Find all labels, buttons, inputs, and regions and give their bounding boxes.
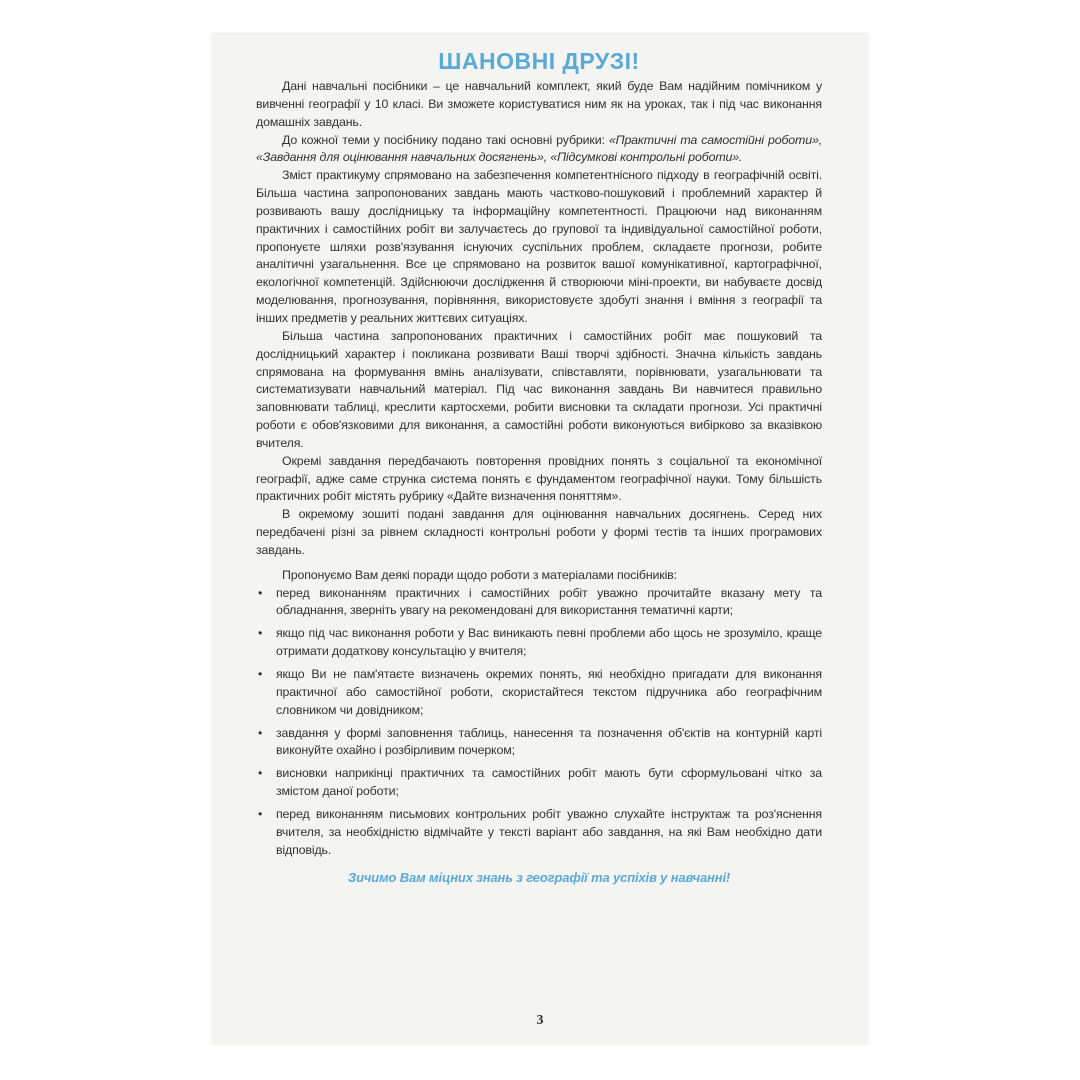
book-page (212, 33, 868, 1045)
concepts-paragraph: Окремі завдання передбачають повторення провідних понять з соціальної та економічної географії, адже саме струнка система понять є фундаментом географічної науки. Тому більшість практичних робіт містять рубрику «Дайте визначення поняттям». (256, 453, 822, 504)
closing-wish: Зичимо Вам міцних знань з географії та успіхів у навчанні! (347, 870, 731, 886)
rubrics-list-text: «Практичні та самостійні роботи», «Завдання для оцінювання навчальних досягнень», «Підсумкові контрольні роботи». (256, 132, 822, 165)
tip-text: перед виконанням практичних і самостійних робіт уважно прочитайте вказану мету та обладнання, зверніть увагу на рекомендовані для використання тематичні карти; (276, 585, 822, 618)
tip-text: перед виконанням письмових контрольних робіт уважно слухайте інструктаж та роз'яснення вчителя, за необхідністю відмічайте у тексті варіант або завдання, на які Вам необхідно дати відповідь. (276, 806, 822, 857)
tip-text: завдання у формі заповнення таблиць, нанесення та позначення об'єктів на контурній карті виконуйте охайно і розбірливим почерком; (276, 725, 822, 758)
tip-text: висновки наприкінці практичних та самостійних робіт мають бути сформульовані чітко за змістом даної роботи; (276, 766, 822, 799)
page-title: ШАНОВНІ ДРУЗІ! (438, 48, 640, 74)
research-paragraph: Більша частина запропонованих практичних і самостійних робіт має пошуковий та дослідницький характер і покликана розвивати Ваші творчі здібності. Значна кількість завдань спрямована на формування вмінь аналізувати, співставляти, порівнювати, узагальнювати та систематизувати навчальний матеріал. Під час виконання завдань Ви навчитеся правильно заповнювати таблиці, креслити картосхеми, робити висновки та складати прогнози. Усі практичні роботи є обов'язковими для виконання, а самостійні роботи виконуються вибірково за вказівкою вчителя. (256, 328, 822, 450)
list-item (256, 625, 822, 661)
bullet-icon: • (258, 667, 263, 681)
bullet-icon: • (258, 806, 263, 821)
rubrics-intro-text: До кожної теми у посібнику подано такі основні рубрики: (282, 132, 609, 147)
bullet-icon: • (258, 626, 263, 641)
bullet-icon: • (258, 766, 263, 781)
bullet-icon: • (258, 725, 263, 740)
bullet-icon: • (258, 585, 263, 600)
list-item (256, 725, 822, 761)
intro-paragraph: Дані навчальні посібники – це навчальний комплект, який буде Вам надійним помічником у вивченні географії у 10 класі. Ви зможете користуватися ним як на уроках, так і під час виконання домашніх завдань. (256, 79, 822, 129)
list-item (256, 806, 822, 860)
list-item (256, 765, 822, 801)
tip-text: якщо Ви не пам'ятаєте визначень окремих понять, які необхідно пригадати для виконання практичної або самостійної роботи, скористайтеся текстом підручника або географічним словником чи довідником; (276, 667, 822, 717)
page-number: 3 (536, 1013, 544, 1028)
page-content (256, 47, 822, 887)
competence-paragraph: Зміст практикуму спрямовано на забезпечення компетентнісного підходу в географічній освіті. Більша частина запропонованих завдань мають частково-пошуковий і проблемний характер й розвивають вашу дослідницьку та інформаційну компетентності. Працюючи над виконанням практичних і самостійних робіт ви залучаєтесь до групової та індивідуальної самостійної роботи, пропонуєте шляхи розв'язування існуючих суспільних проблем, складаєте прогнози, робите аналітичні узагальнення. Все це спрямовано на розвиток вашої комунікативної, картографічної, екологічної компетенцій. Здійснюючи дослідження й створюючи міні-проекти, ви набуваєте досвід моделювання, прогнозування, порівняння, використовуєте здобуті знання і вміння з географії та інших предметів у реальних життєвих ситуаціях. (256, 168, 822, 325)
list-item (256, 585, 822, 621)
list-item (256, 666, 822, 720)
assessment-paragraph: В окремому зошиті подані завдання для оцінювання навчальних досягнень. Серед них передбачені різні за рівнем складності контрольні роботи у формі тестів та інших програмових завдань. (256, 507, 822, 557)
tips-list (256, 585, 822, 860)
rubrics-paragraph (256, 132, 822, 168)
tips-intro-paragraph: Пропонуємо Вам деякі поради щодо роботи з матеріалами посібників: (282, 567, 677, 582)
tip-text: якщо під час виконання роботи у Вас виникають певні проблеми або щось не зрозуміло, краще отримати додаткову консультацію у вчителя; (276, 626, 822, 659)
spacer (256, 560, 822, 567)
